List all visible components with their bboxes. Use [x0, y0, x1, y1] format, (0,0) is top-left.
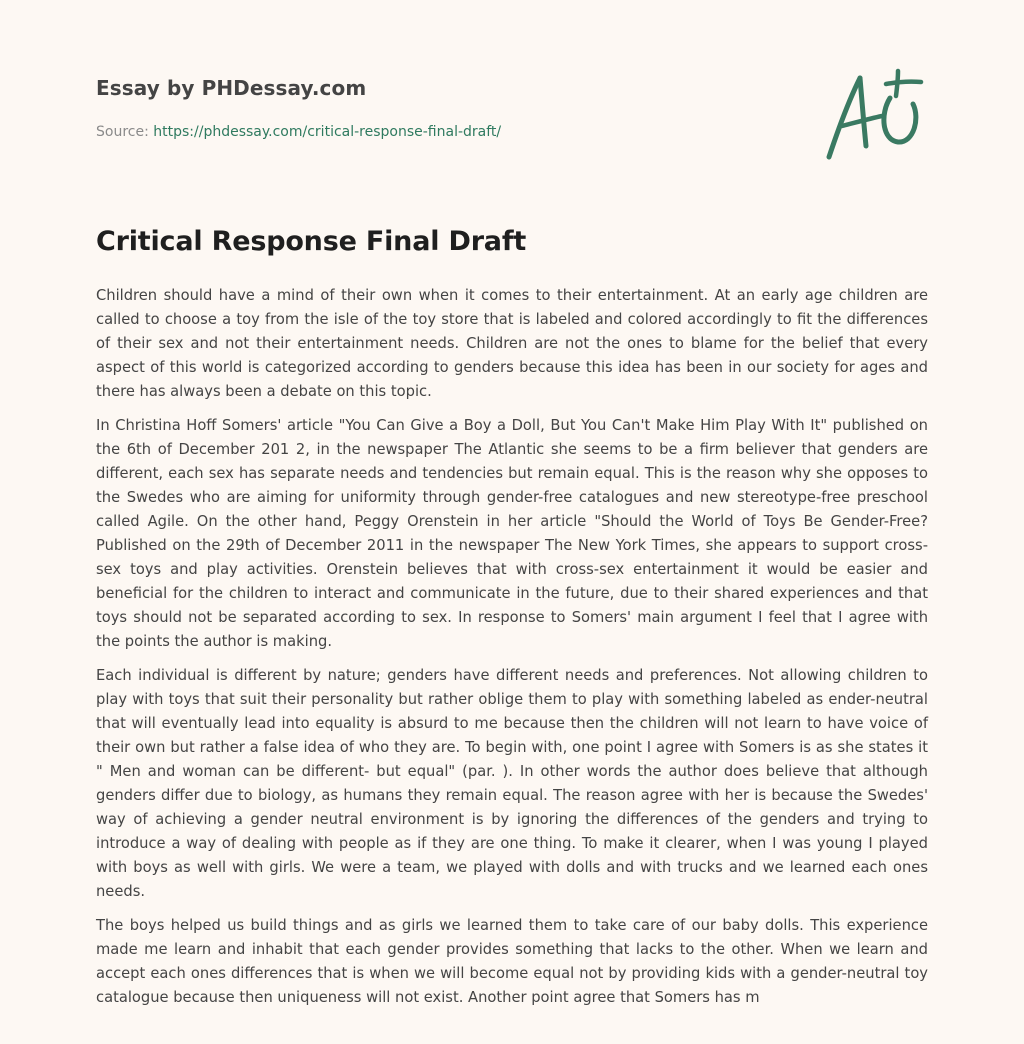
source-link[interactable]: https://phdessay.com/critical-response-final-draft/	[153, 124, 502, 140]
essay-title: Critical Response Final Draft	[96, 226, 527, 257]
essay-paragraph: Children should have a mind of their own when it comes to their entertainment. At an early age children are called to choose a toy from the isle of the toy store that is labeled and colored accordingly to fit the differences of their sex and not their entertainment needs. Children are not the ones to blame for the belief that every aspect of this world is categorized according to genders because this idea has been in our society for ages and there has always been a debate on this topic.	[96, 287, 928, 400]
essay-header	[96, 76, 926, 140]
a-plus-grade-icon	[820, 66, 930, 166]
site-brand: Essay by PHDessay.com	[96, 76, 367, 100]
essay-paragraph: In Christina Hoff Somers' article "You Can Give a Boy a Doll, But You Can't Make Him Play With It" published on the 6th of December 201 2, in the newspaper The Atlantic she seems to be a firm believer that genders are different, each sex has separate needs and tendencies but remain equal. This is the reason why she opposes to the Swedes who are aiming for uniformity through gender-free catalogues and new stereotype-free preschool called Agile. On the other hand, Peggy Orenstein in her article "Should the World of Toys Be Gender-Free? Published on the 29th of December 2011 in the newspaper The New York Times, she appears to support cross-sex toys and play activities. Orenstein believes that with cross-sex entertainment it would be easier and beneficial for the children to interact and communicate in the future, due to their shared experiences and that toys should not be separated according to sex. In response to Somers' main argument I feel that I agree with the points the author is making.	[96, 417, 928, 650]
essay-paragraph: The boys helped us build things and as girls we learned them to take care of our baby dolls. This experience made me learn and inhabit that each gender provides something that lacks to the other. When we learn and accept each ones differences that is when we will become equal not by providing kids with a gender-neutral toy catalogue because then uniqueness will not exist. Another point agree that Somers has m	[96, 917, 928, 1006]
source-line	[96, 124, 501, 140]
essay-paragraph: Each individual is different by nature; genders have different needs and preferences. Not allowing children to play with toys that suit their personality but rather oblige them to play with something labeled as ender-neutral that will eventually lead into equality is absurd to me because then the children will not learn to have voice of their own but rather a false idea of who they are. To begin with, one point I agree with Somers is as she states it " Men and woman can be different- but equal" (par. ). In other words the author does believe that although genders differ due to biology, as humans they remain equal. The reason agree with her is because the Swedes' way of achieving a gender neutral environment is by ignoring the differences of the genders and trying to introduce a way of dealing with people as if they are one thing. To make it clearer, when I was young I played with boys as well with girls. We were a team, we played with dolls and with trucks and we learned each ones needs.	[96, 667, 928, 900]
source-label: Source:	[96, 124, 154, 140]
essay-body	[96, 284, 928, 1020]
